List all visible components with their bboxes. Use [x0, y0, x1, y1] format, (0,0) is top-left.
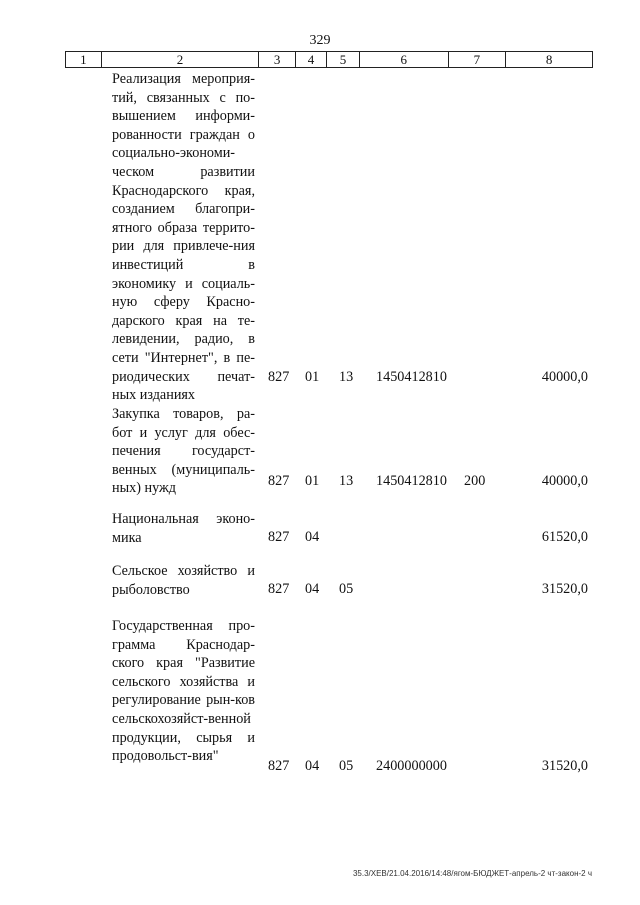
row-sum: 31520,0 [541, 581, 588, 597]
row-csr: 1450412810 [376, 473, 447, 489]
row-csr: 2400000000 [376, 758, 447, 774]
col-header-5: 5 [327, 52, 360, 67]
row-sum: 40000,0 [541, 473, 588, 489]
col-header-2: 2 [102, 52, 259, 67]
row-ved: 827 [268, 529, 290, 545]
row-description: Реализация мероприя-тий, связанных с по-вышением информи-рованности граждан о социально-экономи-ческом развитии Краснодарского края, созданием благопри-ятного образа террито-рии для привлече-ния инвестиций в экономику и социаль-ную сферу Красно-дарского края на те-левидении, радио, в сети "Интернет", в пе-риодических печат-ных изданиях [112, 71, 255, 404]
row-vr: 200 [464, 473, 486, 489]
col-header-3: 3 [259, 52, 296, 67]
row-sum: 61520,0 [541, 529, 588, 545]
row-rz: 01 [305, 473, 320, 489]
row-description: Закупка товаров, ра-бот и услуг для обес-печения государст-венных (муниципаль-ных) нужд [112, 406, 255, 497]
row-csr: 1450412810 [376, 369, 447, 385]
col-header-6: 6 [360, 52, 449, 67]
row-pr: 05 [339, 758, 354, 774]
document-footer-stamp: 35.3/ХЕВ/21.04.2016/14:48/ягом-БЮДЖЕТ-апрель-2 чт-закон-2 ч [352, 869, 592, 878]
row-sum: 31520,0 [541, 758, 588, 774]
table-header [65, 51, 593, 68]
row-pr: 13 [339, 473, 354, 489]
col-header-4: 4 [296, 52, 327, 67]
row-description: Национальная эконо-мика [112, 511, 255, 546]
row-rz: 04 [305, 529, 320, 545]
col-header-8: 8 [545, 52, 553, 67]
row-rz: 01 [305, 369, 320, 385]
col-header-1: 1 [66, 52, 102, 67]
row-description: Государственная про-грамма Краснодар-ского края "Развитие сельского хозяйства и регулирование рын-ков сельскохозяйст-венной продукции, сырья и продовольст-вия" [112, 618, 255, 765]
row-ved: 827 [268, 581, 290, 597]
row-pr: 05 [339, 581, 354, 597]
col-header-7: 7 [449, 52, 507, 67]
row-ved: 827 [268, 758, 290, 774]
row-rz: 04 [305, 581, 320, 597]
page-number: 329 [309, 33, 331, 48]
row-ved: 827 [268, 473, 290, 489]
row-ved: 827 [268, 369, 290, 385]
row-description: Сельское хозяйство и рыболовство [112, 563, 255, 598]
row-pr: 13 [339, 369, 354, 385]
row-rz: 04 [305, 758, 320, 774]
row-sum: 40000,0 [541, 369, 588, 385]
